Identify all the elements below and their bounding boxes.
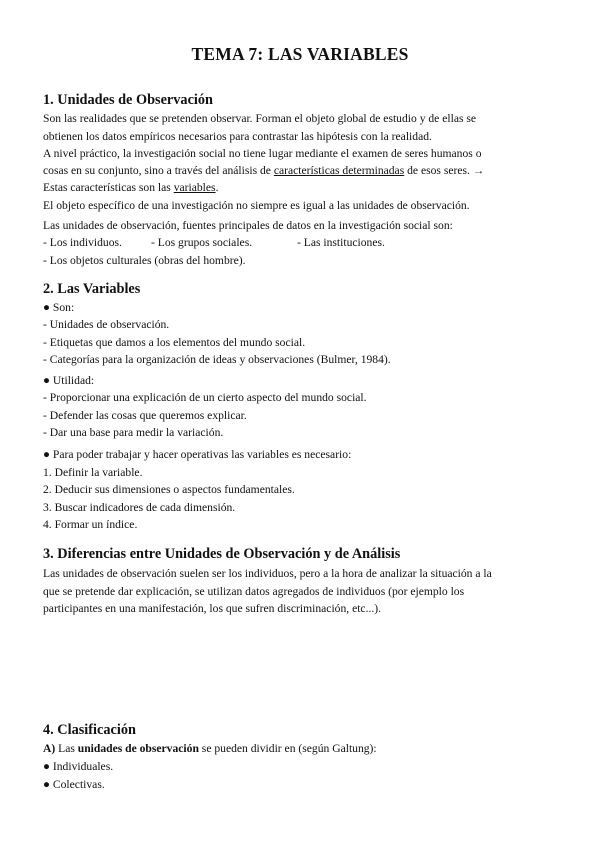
s1-line-9: - Los objetos culturales (obras del hombre). — [43, 254, 246, 267]
s4-a-label: A) — [43, 742, 56, 755]
unit-grupos-sociales: - Los grupos sociales. — [151, 236, 253, 249]
s1-line-5-post: . — [215, 181, 219, 194]
s1-line-3: A nivel práctico, la investigación social no tiene lugar mediante el examen de seres humanos o — [43, 147, 482, 160]
s1-line-1: Son las realidades que se pretenden observar. Forman el objeto global de estudio y de ellas se — [43, 112, 477, 125]
s1-line-6: El objeto específico de una investigación no siempre es igual a las unidades de observación. — [43, 199, 470, 212]
s2-utilidad-bullet: ● Utilidad: — [43, 374, 95, 387]
s1-line-5 — [43, 181, 218, 194]
s2-para-bullet: ● Para poder trabajar y hacer operativas las variables es necesario: — [43, 448, 352, 461]
s3-line-3: participantes en una manifestación, los que sufren discriminación, etc...). — [43, 602, 382, 615]
s4-line-a — [43, 742, 377, 755]
s4-item-colectivas: ● Colectivas. — [43, 778, 105, 791]
section-1-heading: 1. Unidades de Observación — [43, 92, 213, 108]
s2-son-item-3: - Categorías para la organización de ideas y observaciones (Bulmer, 1984). — [43, 353, 391, 366]
s2-utilidad-item-1: - Proporcionar una explicación de un cierto aspecto del mundo social. — [43, 391, 367, 404]
underlined-term-caracteristicas: características determinadas — [273, 164, 405, 177]
s2-son-item-1: - Unidades de observación. — [43, 318, 170, 331]
s1-units-row — [43, 236, 463, 252]
s3-line-1: Las unidades de observación suelen ser los individuos, pero a la hora de analizar la situación a la — [43, 567, 492, 580]
unit-instituciones: - Las instituciones. — [297, 236, 385, 249]
unit-individuos: - Los individuos. — [43, 236, 122, 249]
s2-step-4: 4. Formar un índice. — [43, 518, 138, 531]
s1-line-4-post: de esos seres. → — [404, 164, 485, 177]
s3-line-2: que se pretende dar explicación, se utilizan datos agregados de individuos (por ejemplo los — [43, 585, 465, 598]
s2-son-item-2: - Etiquetas que damos a los elementos del mundo social. — [43, 336, 306, 349]
s4-a-bold-term: unidades de observación — [77, 742, 199, 755]
s2-utilidad-item-3: - Dar una base para medir la variación. — [43, 426, 224, 439]
s2-step-2: 2. Deducir sus dimensiones o aspectos fundamentales. — [43, 483, 295, 496]
underlined-term-variables: variables — [173, 181, 216, 194]
s2-utilidad-item-2: - Defender las cosas que queremos explicar. — [43, 409, 247, 422]
s4-item-individuales: ● Individuales. — [43, 760, 114, 773]
section-3-heading: 3. Diferencias entre Unidades de Observación y de Análisis — [43, 546, 401, 562]
s1-line-7: Las unidades de observación, fuentes principales de datos en la investigación social son: — [43, 219, 453, 232]
s1-line-4-pre: cosas en su conjunto, sino a través del análisis de — [43, 164, 274, 177]
s1-line-2: obtienen los datos empíricos necesarios para contrastar las hipótesis con la realidad. — [43, 130, 432, 143]
s4-a-post: se pueden dividir en (según Galtung): — [198, 742, 377, 755]
section-2-heading: 2. Las Variables — [43, 281, 141, 297]
s2-step-1: 1. Definir la variable. — [43, 466, 143, 479]
s1-line-4 — [43, 164, 484, 177]
document-title: TEMA 7: LAS VARIABLES — [191, 44, 409, 64]
s2-son-bullet: ● Son: — [43, 301, 75, 314]
s1-line-5-pre: Estas características son las — [43, 181, 174, 194]
s2-step-3: 3. Buscar indicadores de cada dimensión. — [43, 501, 236, 514]
s4-a-pre: Las — [55, 742, 78, 755]
section-4-heading: 4. Clasificación — [43, 722, 136, 738]
